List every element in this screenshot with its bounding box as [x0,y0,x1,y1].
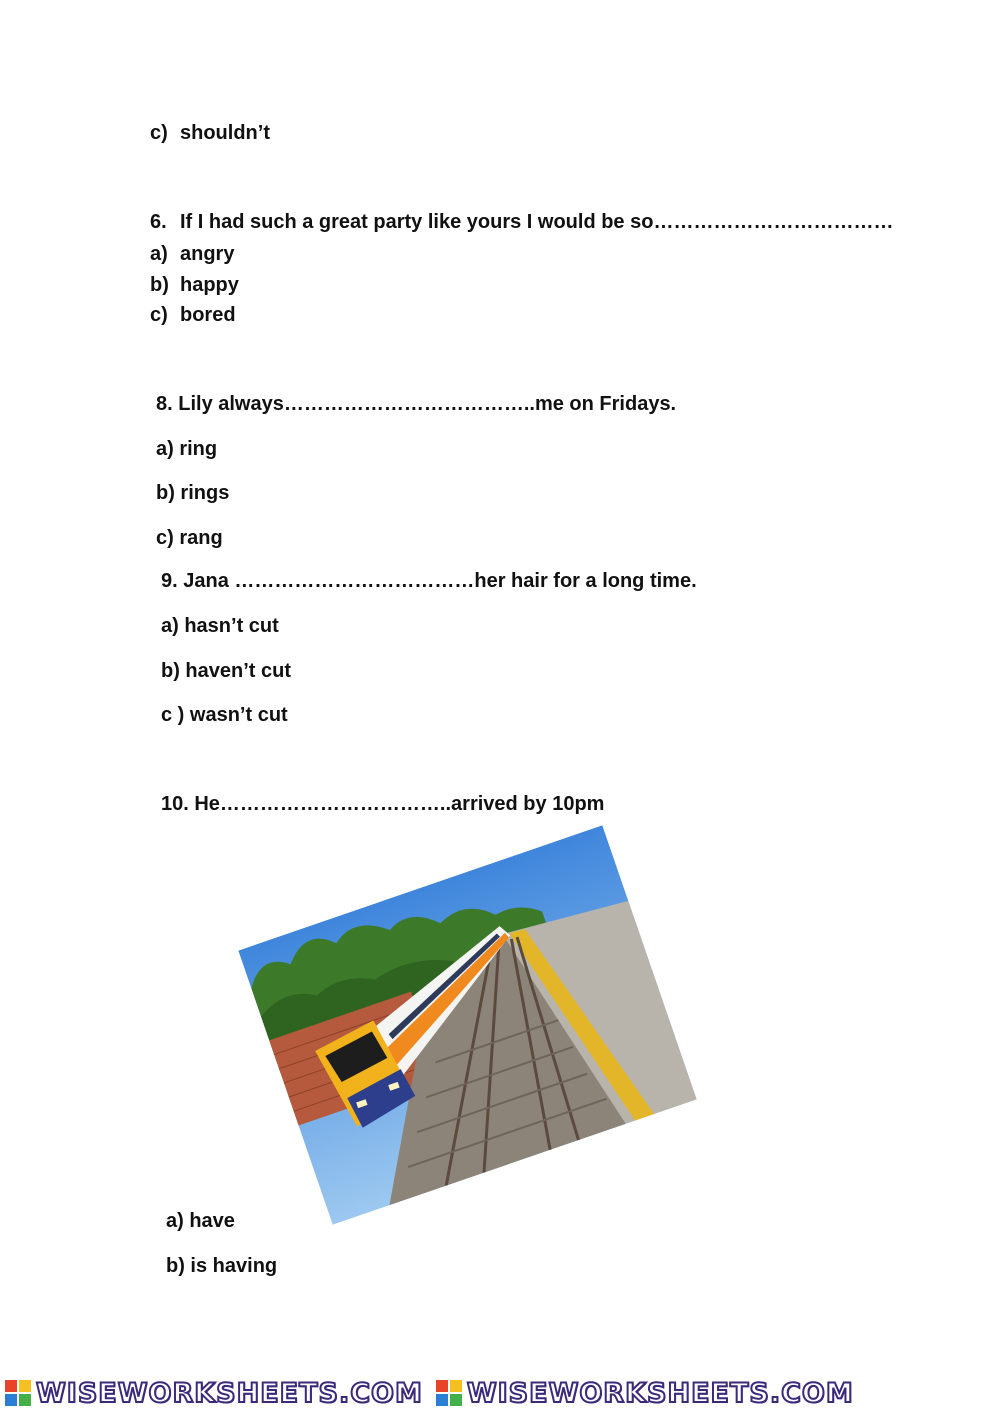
q8-stem: 8. Lily always………………………………..me on Fridays. [156,393,677,415]
option-label: c) [150,122,168,144]
question-number: 6. [150,211,167,233]
option-label: c) [150,304,168,326]
q5-option-c [150,121,270,145]
q9-option-c: c ) wasn’t cut [161,704,288,726]
q6-option-c [150,303,236,327]
q10-stem: 10. He……………………………..arrived by 10pm [161,793,605,815]
q9-stem: 9. Jana ………………………………her hair for a long time. [161,570,697,592]
q6-option-b [150,273,239,297]
q9-option-a: a) hasn’t cut [161,615,279,637]
option-label: b) [150,274,169,296]
q6-stem [150,210,893,234]
option-text: angry [180,243,235,265]
option-label: a) [150,243,168,265]
q8-option-b: b) rings [156,482,230,504]
brand-mark [4,1378,423,1409]
option-text: shouldn’t [180,122,270,144]
q6-option-a [150,242,234,266]
q9-option-b: b) haven’t cut [161,660,292,682]
brand-mark [435,1378,854,1409]
brand-logo-icon [435,1379,463,1407]
brand-wordmark: WISEWORKSHEETS.COM [36,1377,423,1409]
brand-logo-icon [4,1379,32,1407]
option-text: happy [180,274,239,296]
brand-wordmark: WISEWORKSHEETS.COM [466,1377,854,1409]
q8-option-c: c) rang [156,527,223,549]
train-photo [238,825,696,1225]
q8-option-a: a) ring [156,438,218,460]
q10-option-a: a) have [166,1210,235,1232]
footer-watermark [0,1373,1000,1413]
option-text: bored [180,304,236,326]
q10-option-b: b) is having [166,1255,278,1277]
question-text: If I had such a great party like yours I would be so……………………………… [180,211,894,233]
train-illustration [238,825,696,1225]
